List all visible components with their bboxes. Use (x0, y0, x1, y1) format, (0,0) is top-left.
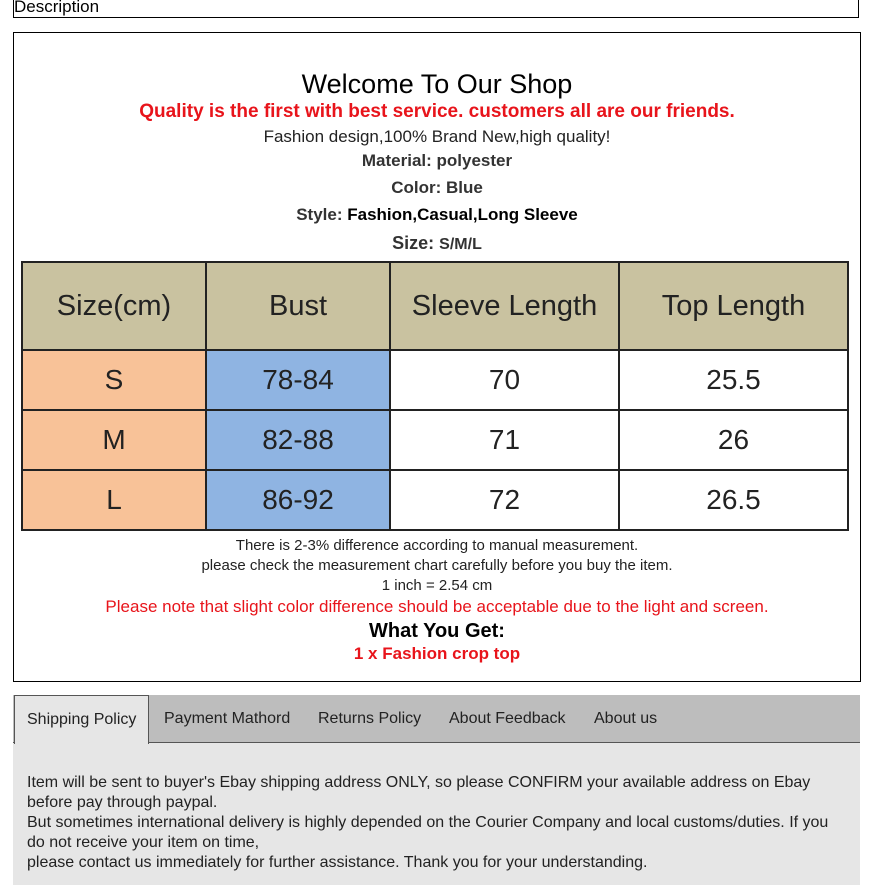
description-header (13, 0, 859, 18)
shop-tagline: Quality is the first with best service. customers all are our friends. (139, 101, 735, 122)
size-cell: L (22, 470, 206, 530)
top-length-cell: 26 (619, 410, 848, 470)
description-label: Description (14, 0, 100, 16)
measurement-check-note: please check the measurement chart carefully before you buy the item. (201, 557, 673, 574)
measurement-note: There is 2-3% difference according to manual measurement. (235, 537, 639, 554)
color-line (14, 178, 860, 198)
package-item: 1 x Fashion crop top (353, 644, 521, 663)
size-cell: S (22, 350, 206, 410)
size-cell: M (22, 410, 206, 470)
table-row (22, 350, 848, 410)
tab-shipping-policy[interactable]: Shipping Policy (14, 695, 149, 744)
material-line (14, 151, 860, 171)
shipping-paragraph-3: please contact us immediately for further assistance. Thank you for your understanding. (27, 854, 648, 871)
tab-payment-method[interactable]: Payment Mathord (164, 710, 291, 727)
tab-about-us[interactable]: About us (594, 710, 658, 727)
material-label: Material: (361, 151, 432, 170)
top-length-cell: 25.5 (619, 350, 848, 410)
size-chart-table (21, 261, 849, 531)
product-description-box (13, 32, 861, 682)
intro-line: Fashion design,100% Brand New,high quality! (263, 127, 611, 146)
what-you-get-heading: What You Get: (369, 620, 505, 642)
color-difference-note: Please note that slight color difference should be acceptable due to the light and screen. (105, 597, 769, 616)
header-sleeve-length: Sleeve Length (390, 262, 619, 350)
top-length-cell: 26.5 (619, 470, 848, 530)
style-line (14, 205, 860, 225)
header-size: Size(cm) (22, 262, 206, 350)
shop-title: Welcome To Our Shop (301, 69, 573, 99)
sleeve-length-cell: 72 (390, 470, 619, 530)
bust-cell: 82-88 (206, 410, 390, 470)
style-value: Fashion,Casual,Long Sleeve (347, 205, 578, 224)
bust-cell: 78-84 (206, 350, 390, 410)
header-bust: Bust (206, 262, 390, 350)
material-value: polyester (436, 151, 513, 170)
shipping-paragraph-2: But sometimes international delivery is highly depended on the Courier Company and local customs/duties. If you do not receive your item on time, (27, 814, 829, 851)
policy-tabs-panel (13, 695, 860, 885)
tab-about-feedback[interactable]: About Feedback (449, 710, 566, 727)
tab-returns-policy[interactable]: Returns Policy (318, 710, 422, 727)
sleeve-length-cell: 71 (390, 410, 619, 470)
size-label: Size: (392, 233, 435, 253)
inch-conversion-note: 1 inch = 2.54 cm (381, 577, 493, 594)
shipping-policy-content (27, 773, 842, 873)
size-line (14, 233, 860, 255)
sleeve-length-cell: 70 (390, 350, 619, 410)
bust-cell: 86-92 (206, 470, 390, 530)
color-value: Blue (445, 178, 483, 197)
tab-strip (13, 695, 860, 743)
shipping-paragraph-1: Item will be sent to buyer's Ebay shipping address ONLY, so please CONFIRM your available address on Ebay before pay through paypal. (27, 774, 811, 811)
header-top-length: Top Length (619, 262, 848, 350)
style-label: Style: (296, 205, 343, 224)
color-label: Color: (391, 178, 442, 197)
size-chart-header-row (22, 262, 848, 350)
size-value: S/M/L (439, 236, 482, 253)
table-row (22, 470, 848, 530)
table-row (22, 410, 848, 470)
